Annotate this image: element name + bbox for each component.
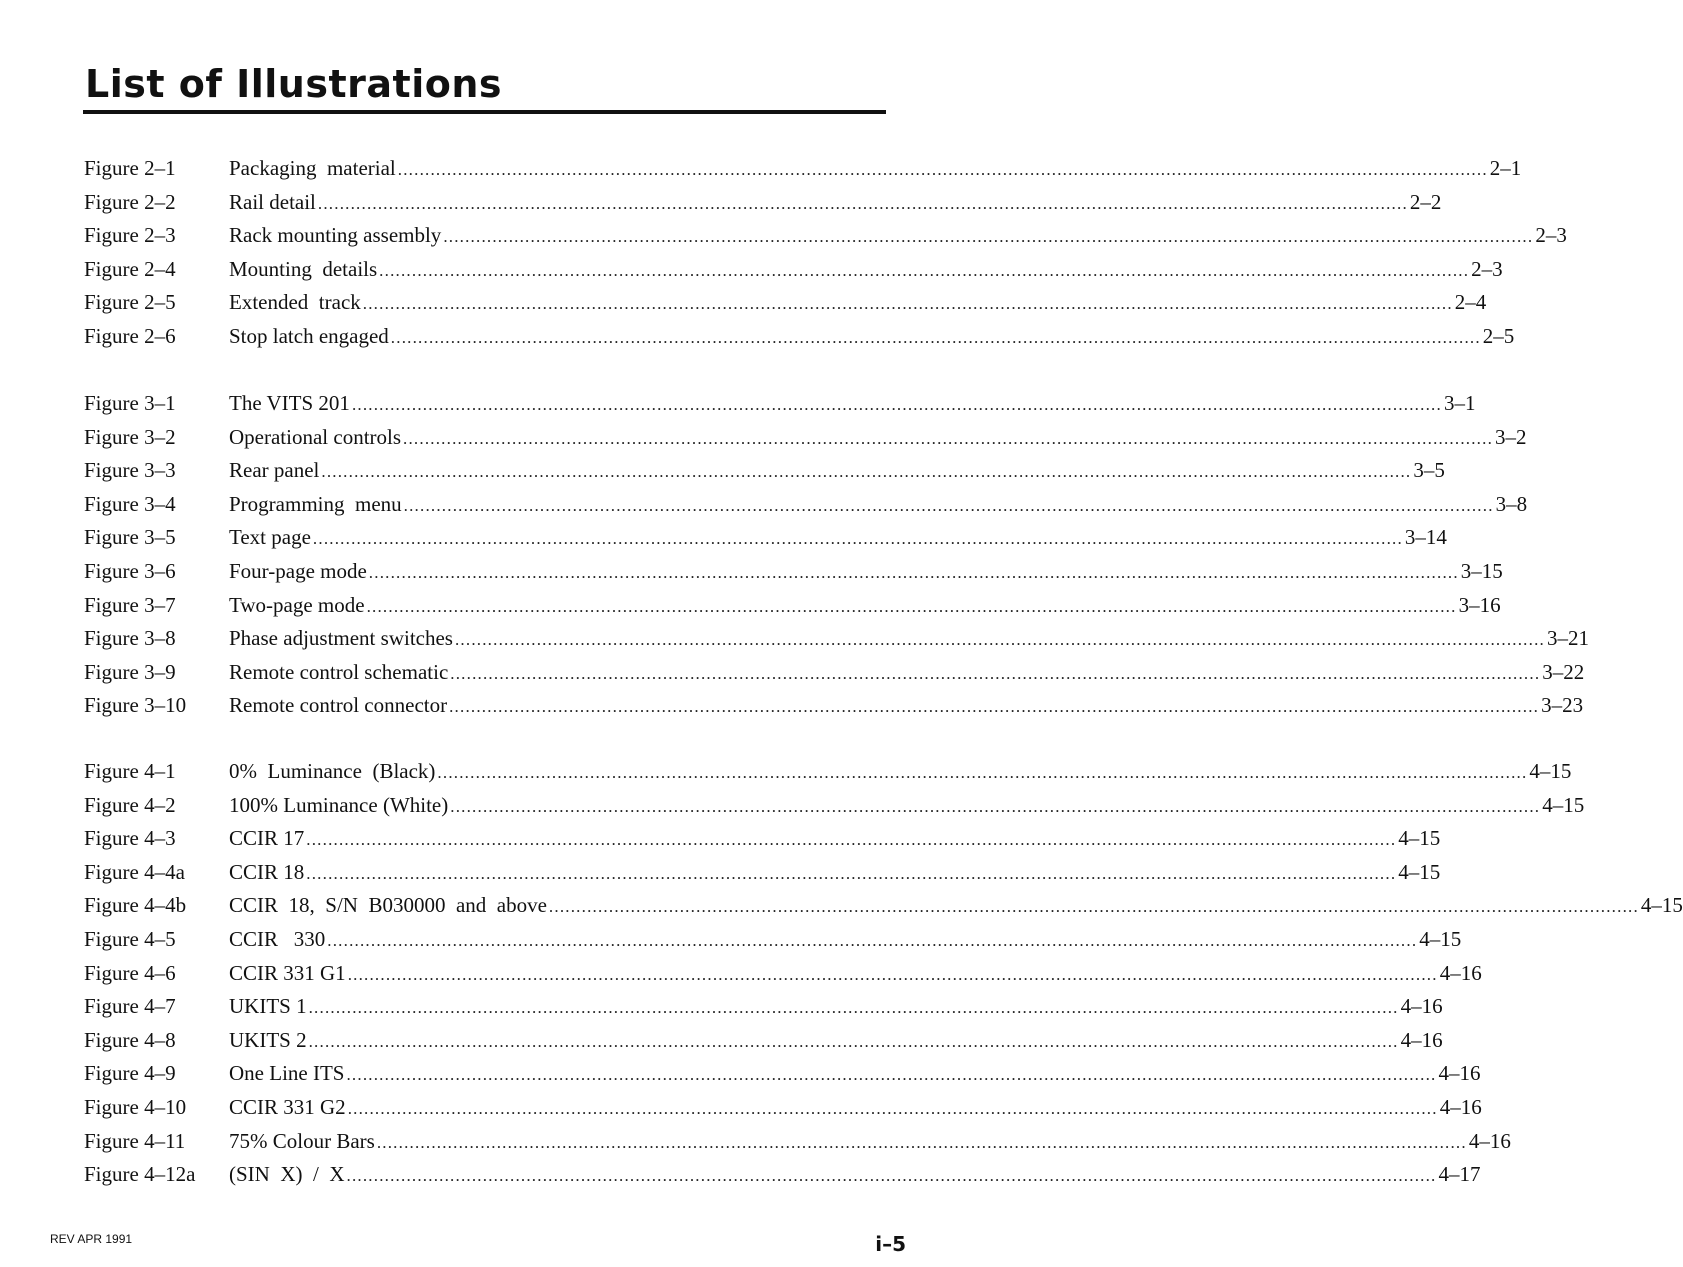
figure-number: Figure 3–3 xyxy=(84,458,176,483)
page-reference: 3–15 xyxy=(1460,558,1503,583)
page-reference: 3–23 xyxy=(1541,693,1584,718)
figure-number: Figure 2–6 xyxy=(84,323,176,348)
figure-caption: Extended track xyxy=(229,290,361,315)
page-reference: 2–1 xyxy=(1489,156,1522,180)
entry-line xyxy=(229,656,1585,691)
figure-caption: Mounting details xyxy=(229,256,378,281)
entry-line xyxy=(229,1125,1511,1160)
page-number: i–5 xyxy=(875,1232,906,1256)
page-title: List of Illustrations xyxy=(85,62,502,106)
entry-line xyxy=(229,454,1445,489)
dot-leader: ........................................................................................................................................................................................................ xyxy=(306,863,1397,883)
entry-line xyxy=(229,555,1503,590)
page-reference: 3–5 xyxy=(1413,458,1445,483)
page-reference: 4–15 xyxy=(1542,792,1585,817)
figure-number: Figure 4–12a xyxy=(84,1162,196,1187)
toc-entry xyxy=(0,219,1567,253)
entry-line xyxy=(229,186,1442,221)
entry-line xyxy=(229,990,1443,1025)
figure-caption: Packaging material xyxy=(229,156,396,180)
dot-leader: ........................................................................................................................................................................................................ xyxy=(449,697,1540,717)
toc-entry xyxy=(0,589,1501,623)
figure-caption: Operational controls xyxy=(229,424,402,449)
entry-line xyxy=(229,320,1515,355)
figure-number: Figure 3–6 xyxy=(84,558,176,583)
figure-caption: 100% Luminance (White) xyxy=(229,792,449,817)
toc-entry xyxy=(0,689,1584,723)
toc-entry xyxy=(0,1091,1482,1125)
page-reference: 4–15 xyxy=(1419,926,1462,951)
page-reference: 3–22 xyxy=(1542,659,1585,684)
toc-entry xyxy=(0,488,1528,522)
dot-leader: ........................................................................................................................................................................................................ xyxy=(379,260,1470,280)
figure-caption: CCIR 17 xyxy=(229,826,305,851)
revision-date: REV APR 1991 xyxy=(50,1232,133,1246)
dot-leader: ........................................................................................................................................................................................................ xyxy=(443,227,1534,247)
entry-line xyxy=(229,521,1447,556)
entry-line xyxy=(229,152,1522,187)
dot-leader: ........................................................................................................................................................................................................ xyxy=(403,428,1494,448)
dot-leader: ........................................................................................................................................................................................................ xyxy=(390,327,1481,347)
entry-line xyxy=(229,253,1503,288)
chapter-3-group xyxy=(0,387,1589,723)
entry-line xyxy=(229,923,1462,958)
toc-entry xyxy=(0,990,1443,1024)
page-reference: 2–4 xyxy=(1454,290,1487,315)
toc-entry xyxy=(0,957,1482,991)
entry-line xyxy=(229,219,1567,254)
figure-caption: CCIR 331 G1 xyxy=(229,960,346,985)
figure-number: Figure 2–3 xyxy=(84,223,176,248)
figure-caption: Remote control schematic xyxy=(229,659,449,684)
figure-number: Figure 3–7 xyxy=(84,592,176,617)
figure-number: Figure 4–11 xyxy=(84,1128,186,1153)
dot-leader: ........................................................................................................................................................................................................ xyxy=(312,529,1403,549)
dot-leader: ........................................................................................................................................................................................................ xyxy=(397,160,1488,179)
figure-number: Figure 4–5 xyxy=(84,926,176,951)
toc-entry xyxy=(0,656,1585,690)
figure-caption: CCIR 18 xyxy=(229,859,305,884)
dot-leader: ........................................................................................................................................................................................................ xyxy=(351,395,1442,414)
figure-caption: Phase adjustment switches xyxy=(229,626,453,651)
title-rule xyxy=(83,110,886,114)
entry-line xyxy=(229,1091,1482,1126)
figure-caption: The VITS 201 xyxy=(229,391,350,415)
toc-entry xyxy=(0,822,1441,856)
page-reference: 4–16 xyxy=(1438,1061,1481,1086)
figure-number: Figure 4–9 xyxy=(84,1061,176,1086)
toc-entry xyxy=(0,454,1445,488)
figure-number: Figure 4–6 xyxy=(84,960,176,985)
entry-line xyxy=(229,755,1572,790)
figure-number: Figure 4–8 xyxy=(84,1027,176,1052)
dot-leader: ........................................................................................................................................................................................................ xyxy=(450,796,1541,816)
toc-entry xyxy=(0,1024,1443,1058)
chapter-2-group xyxy=(0,152,1567,354)
toc-entry xyxy=(0,421,1527,455)
toc-entry xyxy=(0,387,1476,421)
entry-line xyxy=(229,789,1585,824)
figure-number: Figure 3–2 xyxy=(84,424,176,449)
figure-caption: 75% Colour Bars xyxy=(229,1128,375,1153)
figure-number: Figure 2–1 xyxy=(84,156,176,180)
chapter-4-group xyxy=(0,755,1683,1192)
figure-caption: Four-page mode xyxy=(229,558,367,583)
dot-leader: ........................................................................................................................................................................................................ xyxy=(403,495,1494,515)
dot-leader: ........................................................................................................................................................................................................ xyxy=(346,1065,1437,1085)
figure-caption: Text page xyxy=(229,525,311,550)
entry-line xyxy=(229,421,1527,456)
dot-leader: ........................................................................................................................................................................................................ xyxy=(306,830,1397,850)
entry-line xyxy=(229,589,1501,624)
page-reference: 4–15 xyxy=(1398,826,1441,851)
dot-leader: ........................................................................................................................................................................................................ xyxy=(346,1166,1437,1186)
page-reference: 3–14 xyxy=(1404,525,1447,550)
page-reference: 3–16 xyxy=(1458,592,1501,617)
figure-caption: Rail detail xyxy=(229,189,316,214)
page-reference: 4–17 xyxy=(1438,1162,1481,1187)
dot-leader: ........................................................................................................................................................................................................ xyxy=(368,562,1459,582)
page-reference: 2–5 xyxy=(1482,323,1515,348)
dot-leader: ........................................................................................................................................................................................................ xyxy=(327,930,1418,950)
figure-number: Figure 3–1 xyxy=(84,391,176,415)
entry-line xyxy=(229,1158,1481,1193)
toc-entry xyxy=(0,856,1441,890)
figure-caption: Rack mounting assembly xyxy=(229,223,442,248)
toc-entry xyxy=(0,521,1447,555)
figure-caption: CCIR 330 xyxy=(229,926,326,951)
figure-number: Figure 4–3 xyxy=(84,826,176,851)
dot-leader: ........................................................................................................................................................................................................ xyxy=(362,294,1453,314)
figure-number: Figure 2–4 xyxy=(84,256,176,281)
figure-caption: UKITS 2 xyxy=(229,1027,307,1052)
entry-line xyxy=(229,1024,1443,1059)
dot-leader: ........................................................................................................................................................................................................ xyxy=(347,964,1438,984)
figure-number: Figure 3–10 xyxy=(84,693,187,718)
figure-caption: Programming menu xyxy=(229,491,402,516)
figure-caption: Rear panel xyxy=(229,458,320,483)
dot-leader: ........................................................................................................................................................................................................ xyxy=(308,1031,1399,1051)
entry-line xyxy=(229,822,1441,857)
dot-leader: ........................................................................................................................................................................................................ xyxy=(454,630,1545,650)
figure-number: Figure 4–4b xyxy=(84,893,187,918)
page-reference: 2–3 xyxy=(1535,223,1567,248)
toc-entry xyxy=(0,755,1572,789)
toc-entry xyxy=(0,555,1503,589)
page-reference: 2–3 xyxy=(1471,256,1503,281)
figure-number: Figure 2–2 xyxy=(84,189,176,214)
toc-entry xyxy=(0,889,1683,923)
entry-line xyxy=(229,622,1589,657)
toc-entry xyxy=(0,320,1515,354)
toc-entry xyxy=(0,286,1487,320)
page-reference: 4–16 xyxy=(1400,994,1443,1019)
figure-caption: Remote control connector xyxy=(229,693,448,718)
dot-leader: ........................................................................................................................................................................................................ xyxy=(437,763,1528,782)
figure-caption: CCIR 18, S/N B030000 and above xyxy=(229,893,547,918)
page-reference: 4–16 xyxy=(1439,1094,1482,1119)
page-reference: 4–16 xyxy=(1400,1027,1443,1052)
figure-number: Figure 2–5 xyxy=(84,290,176,315)
page-reference: 3–21 xyxy=(1546,626,1589,651)
entry-line xyxy=(229,957,1482,992)
toc-entry xyxy=(0,622,1589,656)
dot-leader: ........................................................................................................................................................................................................ xyxy=(450,663,1541,683)
figure-caption: CCIR 331 G2 xyxy=(229,1094,346,1119)
figure-number: Figure 3–5 xyxy=(84,525,176,550)
dot-leader: ........................................................................................................................................................................................................ xyxy=(548,897,1639,917)
figure-number: Figure 3–4 xyxy=(84,491,176,516)
toc-entry xyxy=(0,789,1585,823)
dot-leader: ........................................................................................................................................................................................................ xyxy=(321,462,1412,482)
page-reference: 3–1 xyxy=(1443,391,1476,415)
entry-line xyxy=(229,1057,1481,1092)
toc-entry xyxy=(0,1125,1511,1159)
figure-caption: Two-page mode xyxy=(229,592,365,617)
toc-entry xyxy=(0,186,1442,220)
figure-number: Figure 3–9 xyxy=(84,659,176,684)
page-reference: 4–15 xyxy=(1640,893,1683,918)
page-reference: 4–15 xyxy=(1398,859,1441,884)
dot-leader: ........................................................................................................................................................................................................ xyxy=(366,596,1457,616)
page-reference: 4–16 xyxy=(1468,1128,1511,1153)
dot-leader: ........................................................................................................................................................................................................ xyxy=(317,193,1408,213)
toc-entry xyxy=(0,923,1462,957)
figure-number: Figure 3–8 xyxy=(84,626,176,651)
page-reference: 4–15 xyxy=(1529,759,1572,783)
figure-number: Figure 4–1 xyxy=(84,759,176,783)
page-reference: 4–16 xyxy=(1439,960,1482,985)
entry-line xyxy=(229,488,1528,523)
dot-leader: ........................................................................................................................................................................................................ xyxy=(376,1132,1467,1152)
figure-caption: Stop latch engaged xyxy=(229,323,389,348)
figure-number: Figure 4–7 xyxy=(84,994,176,1019)
figure-caption: One Line ITS xyxy=(229,1061,345,1086)
dot-leader: ........................................................................................................................................................................................................ xyxy=(308,998,1399,1018)
dot-leader: ........................................................................................................................................................................................................ xyxy=(347,1098,1438,1118)
toc-entry xyxy=(0,253,1503,287)
toc-entry xyxy=(0,1158,1481,1192)
page-reference: 3–8 xyxy=(1495,491,1528,516)
figure-caption: 0% Luminance (Black) xyxy=(229,759,436,783)
entry-line xyxy=(229,286,1487,321)
toc-entry xyxy=(0,1057,1481,1091)
toc-entry xyxy=(0,152,1522,186)
entry-line xyxy=(229,689,1584,724)
figure-caption: (SIN X) / X xyxy=(229,1162,345,1187)
entry-line xyxy=(229,889,1683,924)
figure-number: Figure 4–2 xyxy=(84,792,176,817)
figure-number: Figure 4–4a xyxy=(84,859,185,884)
entry-line xyxy=(229,387,1476,422)
figure-caption: UKITS 1 xyxy=(229,994,307,1019)
page-reference: 2–2 xyxy=(1409,189,1442,214)
figure-number: Figure 4–10 xyxy=(84,1094,187,1119)
page-reference: 3–2 xyxy=(1495,424,1527,449)
entry-line xyxy=(229,856,1441,891)
